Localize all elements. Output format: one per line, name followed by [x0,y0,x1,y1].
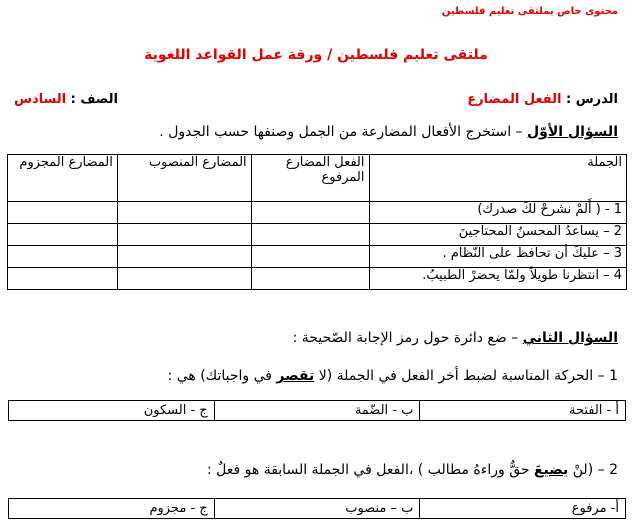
col-majzoom: المضارع المجزوم [8,155,118,202]
answer-cell[interactable] [117,268,251,290]
option-a[interactable]: أ - الفتحة [420,401,626,421]
lesson-value: الفعل المضارع [467,92,562,107]
answer-cell[interactable] [117,246,251,268]
sentence-cell: 1 - ( أَلمْ نشرحْ لكَ صدرك) [369,202,627,224]
option-c[interactable]: ج - مجزوم [9,499,215,519]
table-row [8,268,627,290]
option-a[interactable]: أ- مرفوع [420,499,626,519]
options-table-2 [8,498,626,519]
table-row [8,202,627,224]
item-2-word: يضيعَ [533,462,569,478]
answer-cell[interactable] [251,268,369,290]
question-2-item-2 [207,462,618,478]
lesson-line [467,92,618,107]
col-mansoob: المضارع المنصوب [117,155,251,202]
item-1-post: في واجباتك) هي : [167,368,277,384]
answer-cell[interactable] [251,224,369,246]
grade-value: السادس [14,92,67,107]
item-2-post: حقٌّ وراءهُ مطالب ) ،الفعل في الجملة السابقة هو فعلٌ : [206,462,534,478]
answer-cell[interactable] [251,202,369,224]
question-1-text: – استخرج الأفعال المضارعة من الجمل وصنفها حسب الجدول . [159,124,528,140]
table-row [8,224,627,246]
item-2-pre: 2 – (لنْ [568,462,618,478]
question-2-label: السؤال الثاني [522,330,618,346]
grade-line [14,92,118,107]
answer-cell[interactable] [117,224,251,246]
item-1-word: تقصر [276,368,315,384]
option-c[interactable]: ج - السكون [9,401,215,421]
question-2-text: – ضع دائرة حول رمز الإجابة الصّحيحة : [292,330,523,346]
question-1-label: السؤال الأوّل [527,124,618,140]
sentence-cell: 4 – انتظرنا طويلاً ولمّا يحضرْ الطبيبُ. [369,268,627,290]
answer-cell[interactable] [117,202,251,224]
question-1 [159,124,618,140]
question-2-item-1 [168,368,618,384]
table-header-row [8,155,627,202]
question-2 [293,330,618,346]
option-b[interactable]: ب – منصوب [214,499,420,519]
table-row [8,246,627,268]
options-table-1 [8,400,626,421]
top-note: محتوى خاص بملتقى تعليم فلسطين [441,6,618,17]
answer-cell[interactable] [8,268,118,290]
option-b[interactable]: ب - الضّمة [214,401,420,421]
lesson-label: الدرس : [566,92,618,107]
sentence-cell: 2 – يساعدُ المحسنُ المحتاجينَ [369,224,627,246]
answer-cell[interactable] [8,246,118,268]
answer-cell[interactable] [8,224,118,246]
col-marfoo: الفعل المضارع المرفوع [251,155,369,202]
col-sentence: الجملة [369,155,627,202]
answer-cell[interactable] [251,246,369,268]
answer-cell[interactable] [8,202,118,224]
item-1-pre: 1 – الحركة المناسبة لضبط أخر الفعل في الجملة (لا [314,368,618,384]
sentence-cell: 3 – عليكَ أن تحافظَ على النّظام . [369,246,627,268]
grade-label: الصف : [70,92,118,107]
page-title: ملتقى تعليم فلسطين / ورقة عمل القواعد اللغوية [144,47,488,63]
classification-table [7,154,627,290]
